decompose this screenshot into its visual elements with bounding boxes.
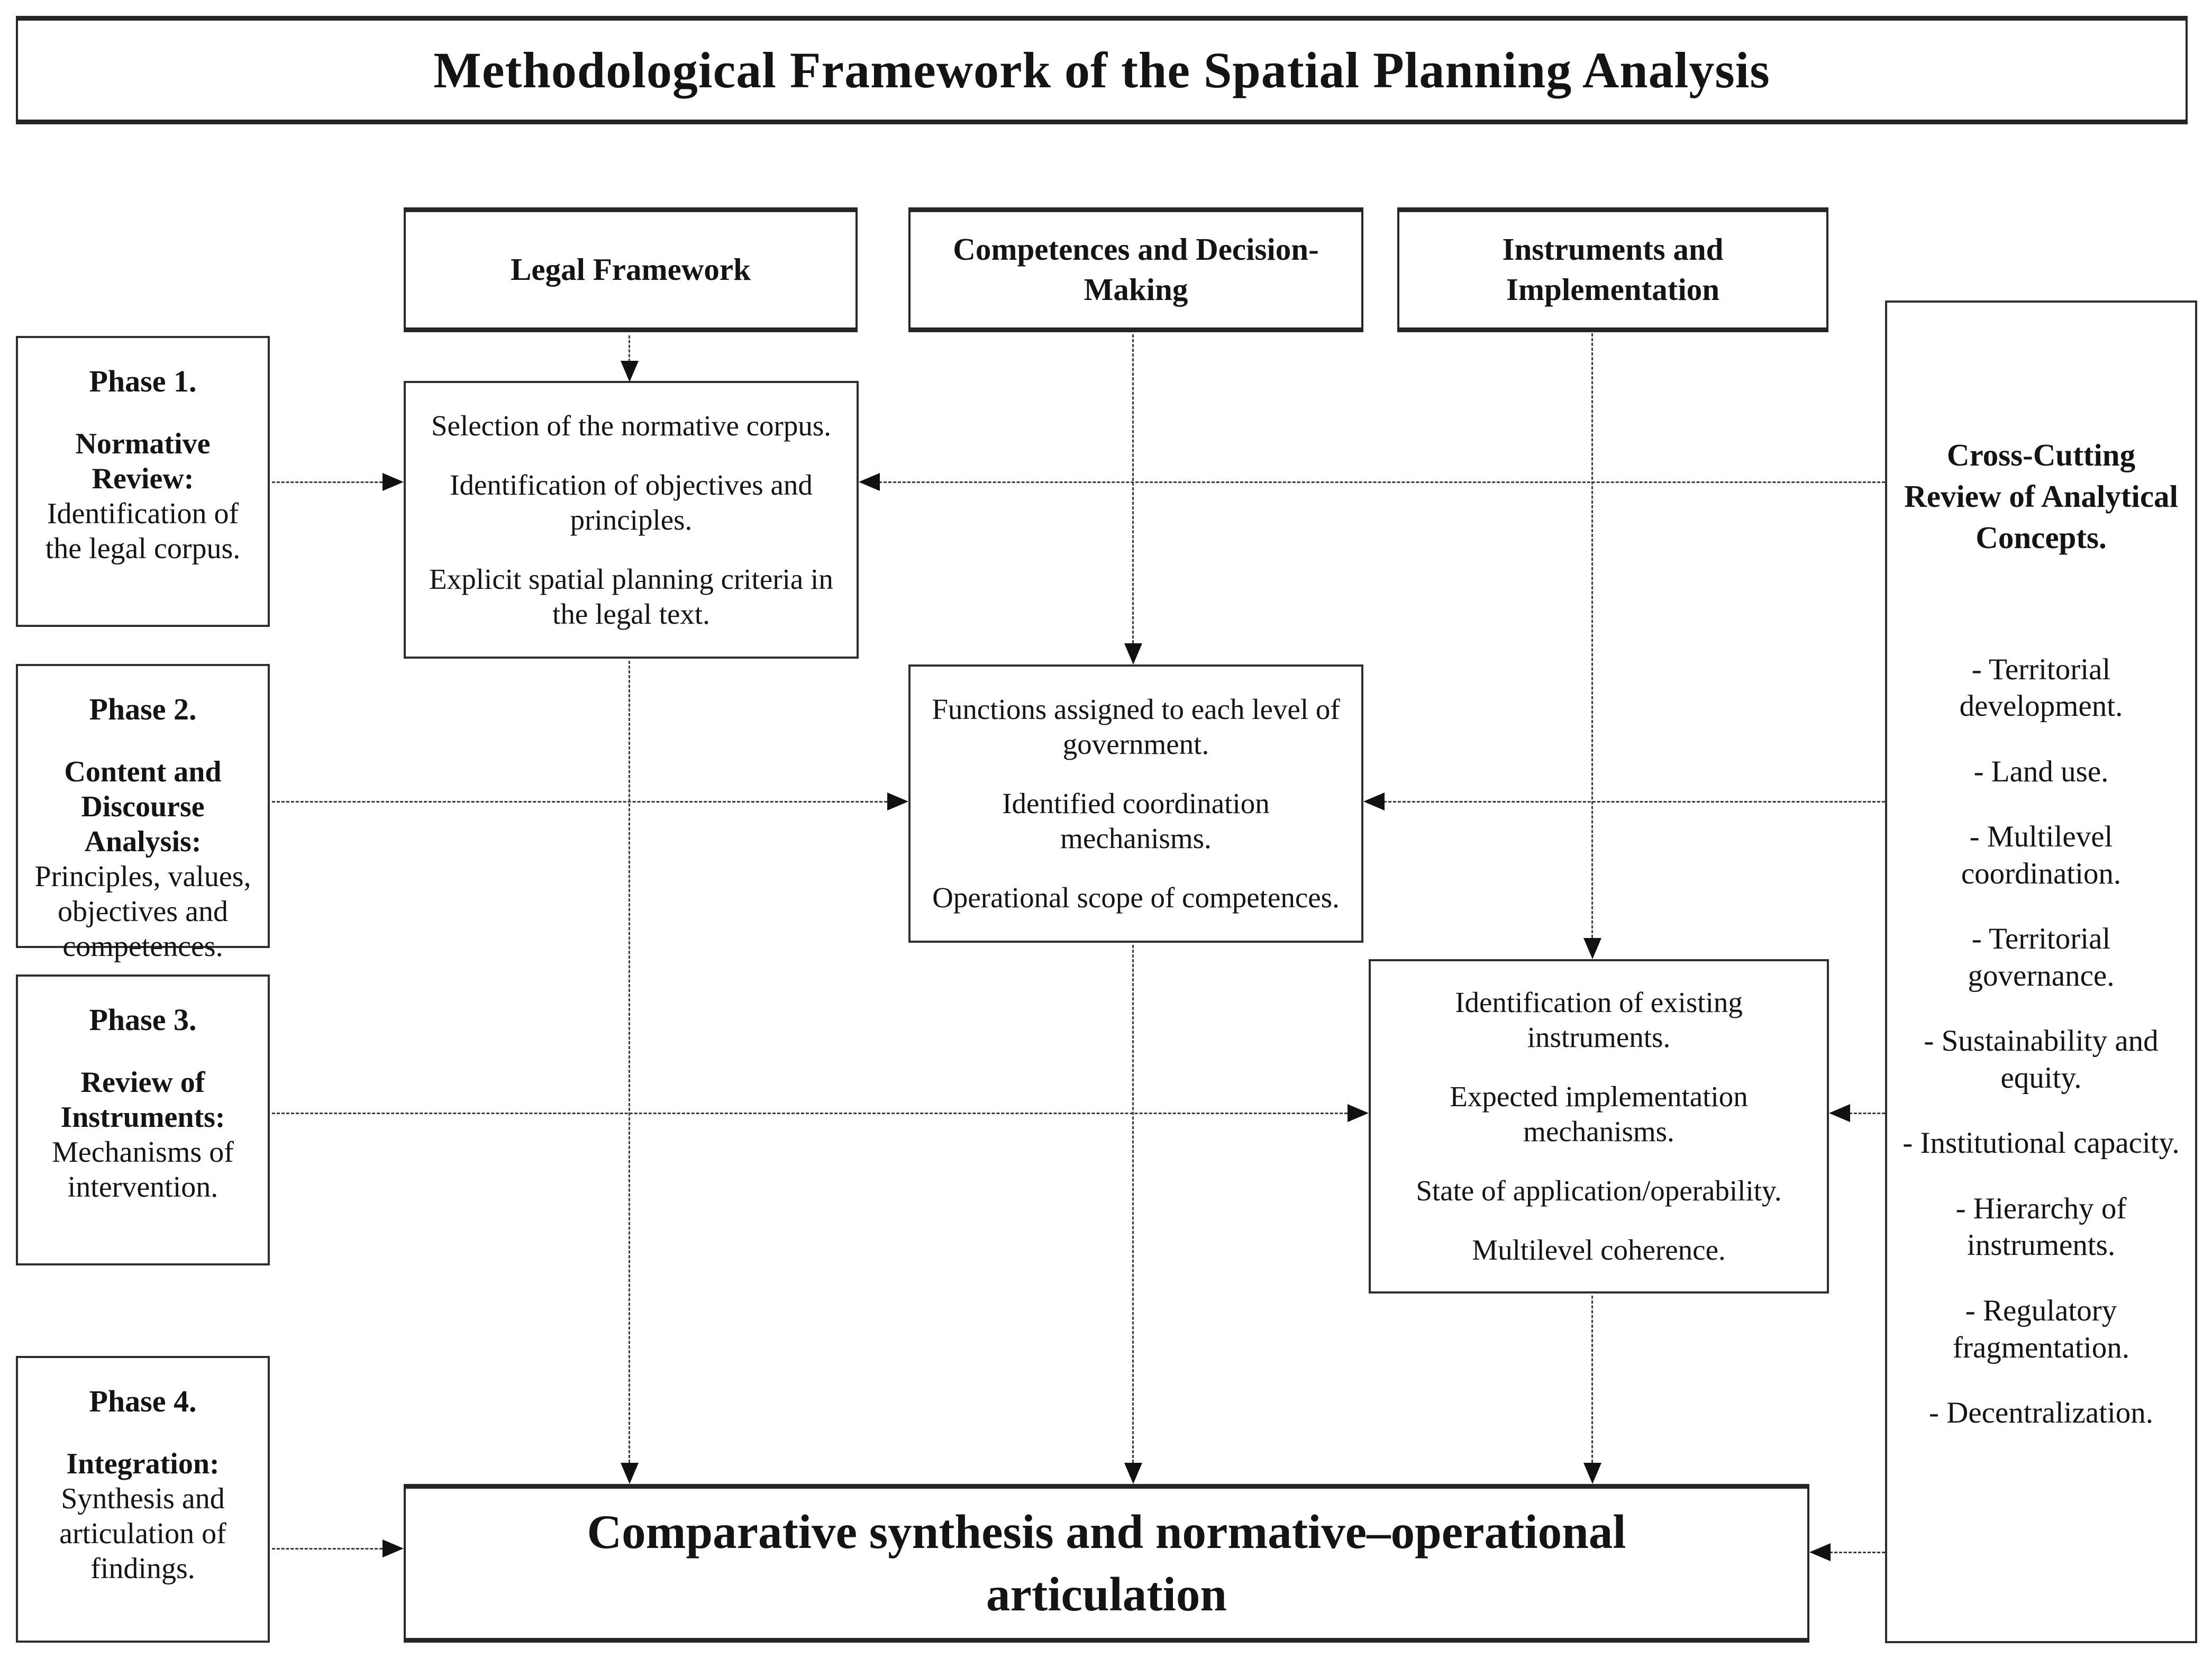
concept-item: - Institutional capacity. <box>1902 1126 2180 1160</box>
competences-detail-box <box>908 664 1363 943</box>
phase-4-box <box>16 1356 270 1643</box>
concept-item: - Territorial development. <box>1959 652 2123 723</box>
arrow-competences-box-to-synthesis <box>1132 945 1134 1463</box>
arrowhead-right-icon <box>887 792 908 810</box>
column-header-label: Legal Framework <box>511 252 751 287</box>
arrow-phase1-to-legal-box <box>272 481 383 483</box>
phase-description: Integration: Synthesis and articulation of findings. <box>59 1447 226 1586</box>
detail-item: Identification of objectives and principles. <box>450 468 813 536</box>
arrow-sidebar-to-instruments-box <box>1849 1113 1885 1114</box>
arrow-instruments-box-to-synthesis <box>1591 1296 1593 1463</box>
arrow-sidebar-to-synthesis <box>1829 1552 1885 1553</box>
detail-item: Identified coordination mechanisms. <box>1002 787 1270 854</box>
concept-item: - Regulatory fragmentation. <box>1953 1294 2129 1364</box>
arrow-phase3-to-instruments-box <box>272 1113 1348 1114</box>
concept-item: - Decentralization. <box>1928 1396 2154 1430</box>
column-header-label: Instruments and Implementation <box>1502 232 1724 307</box>
phase-title: Phase 4. <box>89 1384 197 1418</box>
arrowhead-down-icon <box>1583 1463 1601 1484</box>
detail-item: State of application/operability. <box>1416 1174 1782 1207</box>
arrow-phase4-to-synthesis <box>272 1548 383 1550</box>
synthesis-label: Comparative synthesis and normative–operational articulation <box>587 1505 1626 1621</box>
concept-item: - Sustainability and equity. <box>1924 1024 2159 1095</box>
arrowhead-right-icon <box>383 1540 404 1557</box>
arrow-phase2-to-competences-box <box>272 801 887 803</box>
arrowhead-down-icon <box>1583 938 1601 959</box>
cross-cutting-review-box <box>1885 300 2197 1643</box>
arrow-sidebar-to-competences-box <box>1383 801 1885 803</box>
column-header-competences <box>908 207 1363 332</box>
detail-item: Explicit spatial planning criteria in the legal text. <box>429 562 833 630</box>
phase-description: Review of Instruments: Mechanisms of intervention. <box>52 1066 234 1204</box>
concept-item: - Multilevel coordination. <box>1961 820 2122 890</box>
column-header-label: Competences and Decision-Making <box>953 232 1319 307</box>
phase-description: Normative Review: Identification of the legal corpus. <box>45 427 241 566</box>
detail-item: Multilevel coherence. <box>1472 1234 1726 1266</box>
diagram-title: Methodological Framework of the Spatial Planning Analysis <box>433 42 1770 98</box>
phase-1-box <box>16 336 270 627</box>
arrowhead-down-icon <box>621 1463 639 1484</box>
detail-item: Expected implementation mechanisms. <box>1450 1080 1748 1147</box>
arrowhead-left-icon <box>1829 1104 1850 1122</box>
detail-item: Selection of the normative corpus. <box>431 409 832 442</box>
legal-framework-detail-box <box>404 381 859 659</box>
detail-item: Identification of existing instruments. <box>1455 986 1743 1053</box>
arrowhead-down-icon <box>1124 643 1142 664</box>
phase-title: Phase 1. <box>89 364 197 398</box>
cross-cutting-list <box>1900 651 2182 1432</box>
column-header-instruments <box>1397 207 1828 332</box>
concept-item: - Territorial governance. <box>1968 922 2115 992</box>
arrowhead-down-icon <box>1124 1463 1142 1484</box>
column-header-legal-framework <box>404 207 858 332</box>
concept-item: - Land use. <box>1973 754 2109 788</box>
phase-2-box <box>16 664 270 963</box>
arrowhead-left-icon <box>859 473 880 491</box>
phase-description: Content and Discourse Analysis: Principles, values, objectives and competences. <box>34 755 251 963</box>
arrow-competences-header-to-box <box>1132 334 1134 643</box>
arrowhead-left-icon <box>1363 792 1385 810</box>
arrow-legal-header-to-legal-box <box>629 335 630 362</box>
cross-cutting-title: Cross-Cutting Review of Analytical Concepts. <box>1904 438 2178 555</box>
arrowhead-right-icon <box>1348 1104 1369 1122</box>
arrow-legal-box-to-synthesis <box>629 661 630 1463</box>
synthesis-box <box>404 1484 1809 1643</box>
detail-item: Functions assigned to each level of government. <box>932 693 1340 760</box>
instruments-detail-box <box>1369 959 1829 1293</box>
phase-title: Phase 2. <box>89 692 197 726</box>
concept-item: - Hierarchy of instruments. <box>1955 1191 2127 1262</box>
phase-title: Phase 3. <box>89 1003 197 1037</box>
arrowhead-down-icon <box>621 361 639 382</box>
arrowhead-right-icon <box>383 473 404 491</box>
detail-item: Operational scope of competences. <box>932 881 1340 914</box>
arrow-sidebar-to-legal-box <box>879 481 1885 483</box>
diagram-title-box <box>16 16 2188 124</box>
arrowhead-left-icon <box>1809 1543 1831 1561</box>
phase-3-box <box>16 974 270 1265</box>
arrow-instruments-header-to-box <box>1591 333 1593 938</box>
